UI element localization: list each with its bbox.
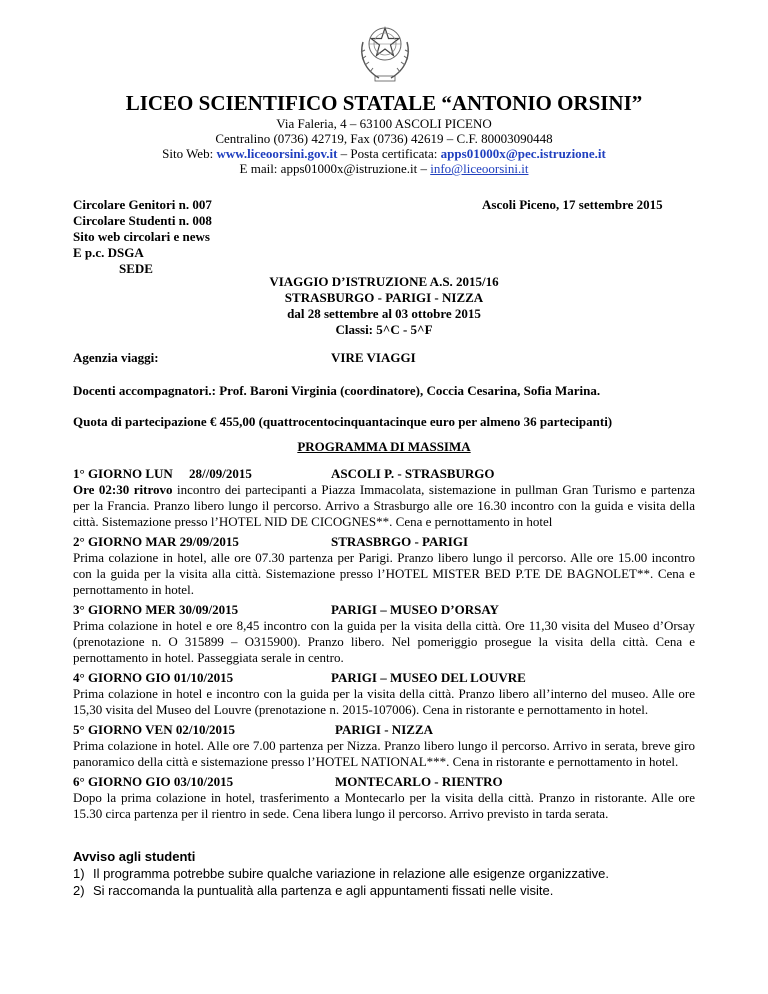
school-email-line (0, 161, 768, 177)
fee-line: Quota di partecipazione € 455,00 (quattrocentocinquantacinque euro per almeno 36 partecipanti) (73, 414, 613, 429)
day-date: 28//09/2015 (189, 466, 252, 481)
day-label: 3° GIORNO MER 30/09/2015 (73, 602, 239, 617)
day-block (73, 466, 695, 530)
trip-classes: Classi: 5^C - 5^F (335, 322, 433, 337)
teachers-line: Docenti accompagnatori.: Prof. Baroni Virginia (coordinatore), Coccia Cesarina, Sofia Marina. (73, 383, 601, 398)
recipient-line: SEDE (119, 261, 153, 276)
school-title: LICEO SCIENTIFICO STATALE “ANTONIO ORSINI” (125, 91, 643, 115)
program-title (0, 439, 768, 455)
notice-item-number: 1) (73, 866, 85, 881)
recipient-line: Circolare Studenti n. 008 (73, 213, 212, 228)
trip-title: VIAGGIO D’ISTRUZIONE A.S. 2015/16 (269, 274, 499, 289)
agency-value: VIRE VIAGGI (331, 350, 416, 365)
school-phone: Centralino (0736) 42719, Fax (0736) 42619 – C.F. 80003090448 (215, 131, 553, 146)
trip-destinations: STRASBURGO - PARIGI - NIZZA (284, 290, 484, 305)
pec-label: – Posta certificata: (337, 146, 441, 161)
day-label: 5° GIORNO VEN 02/10/2015 (73, 722, 236, 737)
day-route: MONTECARLO - RIENTRO (335, 774, 503, 789)
program-title-text: PROGRAMMA DI MASSIMA (297, 439, 471, 454)
agency-label: Agenzia viaggi: (73, 350, 159, 365)
web-label: Sito Web: (162, 146, 217, 161)
day-route: STRASBRGO - PARIGI (331, 534, 469, 549)
pec-email-link[interactable]: apps01000x@pec.istruzione.it (440, 146, 606, 161)
day-block (73, 774, 695, 822)
italian-republic-emblem-icon (355, 22, 415, 86)
trip-block (0, 274, 768, 338)
day-description: Prima colazione in hotel. Alle ore 7.00 partenza per Nizza. Pranzo libero lungo il percorso. Arrivo in serata, breve giro panoramico della città e sistemazione presso l’HOTEL NATIONAL***. Cena in ristorante e pernottamento in hotel. (73, 738, 695, 769)
recipient-line: Sito web circolari e news (73, 229, 210, 244)
day-block (73, 722, 695, 770)
email-label: E mail: apps01000x@istruzione.it – (239, 161, 431, 176)
day-label: 6° GIORNO GIO 03/10/2015 (73, 774, 234, 789)
trip-dates: dal 28 settembre al 03 ottobre 2015 (287, 306, 481, 321)
info-email-link[interactable]: info@liceoorsini.it (430, 161, 529, 176)
notice-title: Avviso agli studenti (73, 849, 196, 864)
school-web-line (0, 146, 768, 162)
notice-item (73, 865, 713, 882)
day-route: PARIGI – MUSEO DEL LOUVRE (331, 670, 526, 685)
day-route: PARIGI - NIZZA (335, 722, 433, 737)
day-description: Prima colazione in hotel e incontro con la guida per la visita della città. Pranzo libero all’interno del museo. Alle ore 15,30 visita del Museo del Louvre (prenotazione n. 2015-107006). Cena in ristorante e pernottamento in hotel. (73, 686, 695, 717)
recipient-line: Circolare Genitori n. 007 (73, 197, 212, 212)
notice-item-text: Si raccomanda la puntualità alla partenza e agli appuntamenti fissati nelle visite. (93, 883, 554, 898)
day-route: PARIGI – MUSEO D’ORSAY (331, 602, 499, 617)
notice-item-number: 2) (73, 883, 85, 898)
day-block (73, 670, 695, 718)
day-route: ASCOLI P. - STRASBURGO (331, 466, 495, 481)
notice-block (73, 848, 713, 899)
day-description: Prima colazione in hotel e ore 8,45 incontro con la guida per la visita della città. Ore 11,30 visita del Museo d’Orsay (prenotazione n. O 315899 – O315900). Pranzo libero. Nel pomeriggio prosegue la visita della città. Cena e pernottamento in hotel. Passeggiata serale in centro. (73, 618, 695, 665)
day-block (73, 602, 695, 666)
notice-item (73, 882, 713, 899)
day-block (73, 534, 695, 598)
school-address: Via Faleria, 4 – 63100 ASCOLI PICENO (276, 116, 492, 131)
recipients-block (73, 197, 212, 277)
day-description (73, 482, 695, 530)
website-link[interactable]: www.liceoorsini.gov.it (216, 146, 338, 161)
notice-item-text: Il programma potrebbe subire qualche variazione in relazione alle esigenze organizzative. (93, 866, 609, 881)
recipient-line: E p.c. DSGA (73, 245, 144, 260)
date-place: Ascoli Piceno, 17 settembre 2015 (482, 197, 663, 212)
day-description: Dopo la prima colazione in hotel, trasferimento a Montecarlo per la visita della città. Pranzo in ristorante. Alle ore 15.30 circa partenza per il rientro in sede. Cena libera lungo il percorso. Arrivo previsto in tarda serata. (73, 790, 695, 821)
day-lead: Ore 02:30 ritrovo (73, 482, 173, 497)
day-description: Prima colazione in hotel, alle ore 07.30 partenza per Parigi. Pranzo libero lungo il percorso. Alle ore 15.00 incontro con la guida per la visita alla città. Sistemazione presso l’HOTEL MISTER BED P.TE DE BAGNOLET**. Cena e pernottamento in hotel. (73, 550, 695, 597)
day-label: 4° GIORNO GIO 01/10/2015 (73, 670, 234, 685)
day-label: 2° GIORNO MAR 29/09/2015 (73, 534, 239, 549)
day-text: incontro dei partecipanti a Piazza Immacolata, sistemazione in pullman Gran Turismo e partenza per la Francia. Pranzo libero lungo il percorso. Arrivo a Strasburgo alle ore 16.30 incontro con la guida e visita della città. Sistemazione presso l’HOTEL NID DE CICOGNES**. Cena e pernottamento in hotel (73, 482, 695, 529)
day-label: 1° GIORNO LUN (73, 466, 173, 481)
